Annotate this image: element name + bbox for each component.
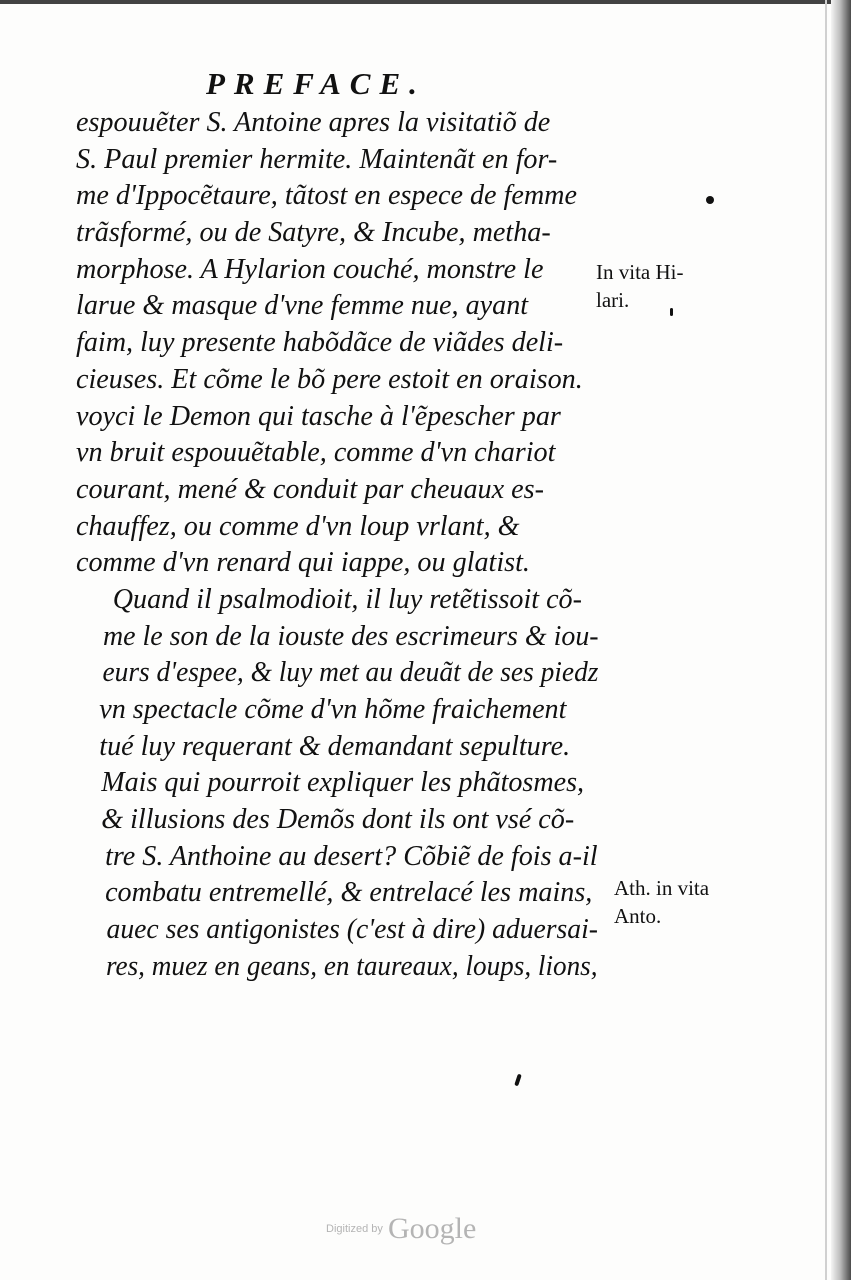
text-line: voyci le Demon qui tasche à l'ẽpescher par (76, 399, 561, 432)
running-head: PREFACE. (206, 66, 426, 101)
text-line: vn spectacle cõme d'vn hõme fraichement (99, 693, 567, 725)
margin-note-line: Ath. in vita (614, 876, 710, 900)
google-logo: Google (387, 1212, 477, 1245)
page-right-edge-shadow (831, 0, 851, 1280)
text-line: combatu entremellé, & entrelacé les mains, (105, 876, 593, 909)
page-gutter-line (825, 0, 827, 1280)
text-line: morphose. A Hylarion couché, monstre le (76, 252, 544, 285)
text-line: auec ses antigonistes (c'est à dire) aduersai- (106, 913, 599, 946)
margin-note-line: lari. (596, 288, 630, 312)
text-line: cieuses. Et cõme le bõ pere estoit en oraison. (76, 362, 583, 395)
text-line: faim, luy presente habõdãce de viãdes deli- (76, 326, 564, 359)
ink-speck (670, 308, 673, 316)
ink-speck (514, 1074, 522, 1087)
text-line: tre S. Anthoine au desert? Cõbiẽ de fois a-il (105, 839, 598, 872)
text-line: trãsformé, ou de Satyre, & Incube, metha- (76, 216, 551, 249)
text-line: eurs d'espee, & luy met au deuãt de ses piedz (102, 656, 599, 689)
digitized-watermark (326, 1212, 526, 1252)
ink-speck (706, 196, 714, 204)
text-line: res, muez en geans, en taureaux, loups, lions, (105, 949, 598, 982)
text-line: larue & masque d'vne femme nue, ayant (76, 289, 529, 322)
page-top-edge (0, 0, 851, 4)
body-text (76, 104, 616, 985)
text-line: comme d'vn renard qui iappe, ou glatist. (76, 546, 530, 579)
margin-note-line: In vita Hi- (596, 260, 684, 284)
text-line: S. Paul premier hermite. Maintenãt en for- (76, 142, 558, 175)
text-line: espouuẽter S. Antoine apres la visitatiõ de (76, 106, 551, 138)
text-line: Mais qui pourroit expliquer les phãtosmes, (101, 766, 585, 799)
text-line: Quand il psalmodioit, il luy retẽtissoit cõ- (112, 582, 582, 615)
text-line: tué luy requerant & demandant sepulture. (99, 729, 571, 762)
text-line: me d'Ippocẽtaure, tãtost en espece de femme (76, 179, 577, 212)
text-line: chauffez, ou comme d'vn loup vrlant, & (76, 509, 520, 542)
margin-note (596, 258, 683, 314)
margin-note-line: Anto. (614, 904, 662, 928)
digitized-by-label: Digitized by (326, 1223, 383, 1235)
margin-note (614, 874, 709, 930)
text-line: vn bruit espouuẽtable, comme d'vn chariot (76, 436, 556, 469)
text-line: me le son de la iouste des escrimeurs & iou- (102, 619, 599, 652)
text-line: courant, mené & conduit par cheuaux es- (76, 472, 544, 505)
text-line: & illusions des Demõs dont ils ont vsé cõ- (101, 803, 575, 836)
